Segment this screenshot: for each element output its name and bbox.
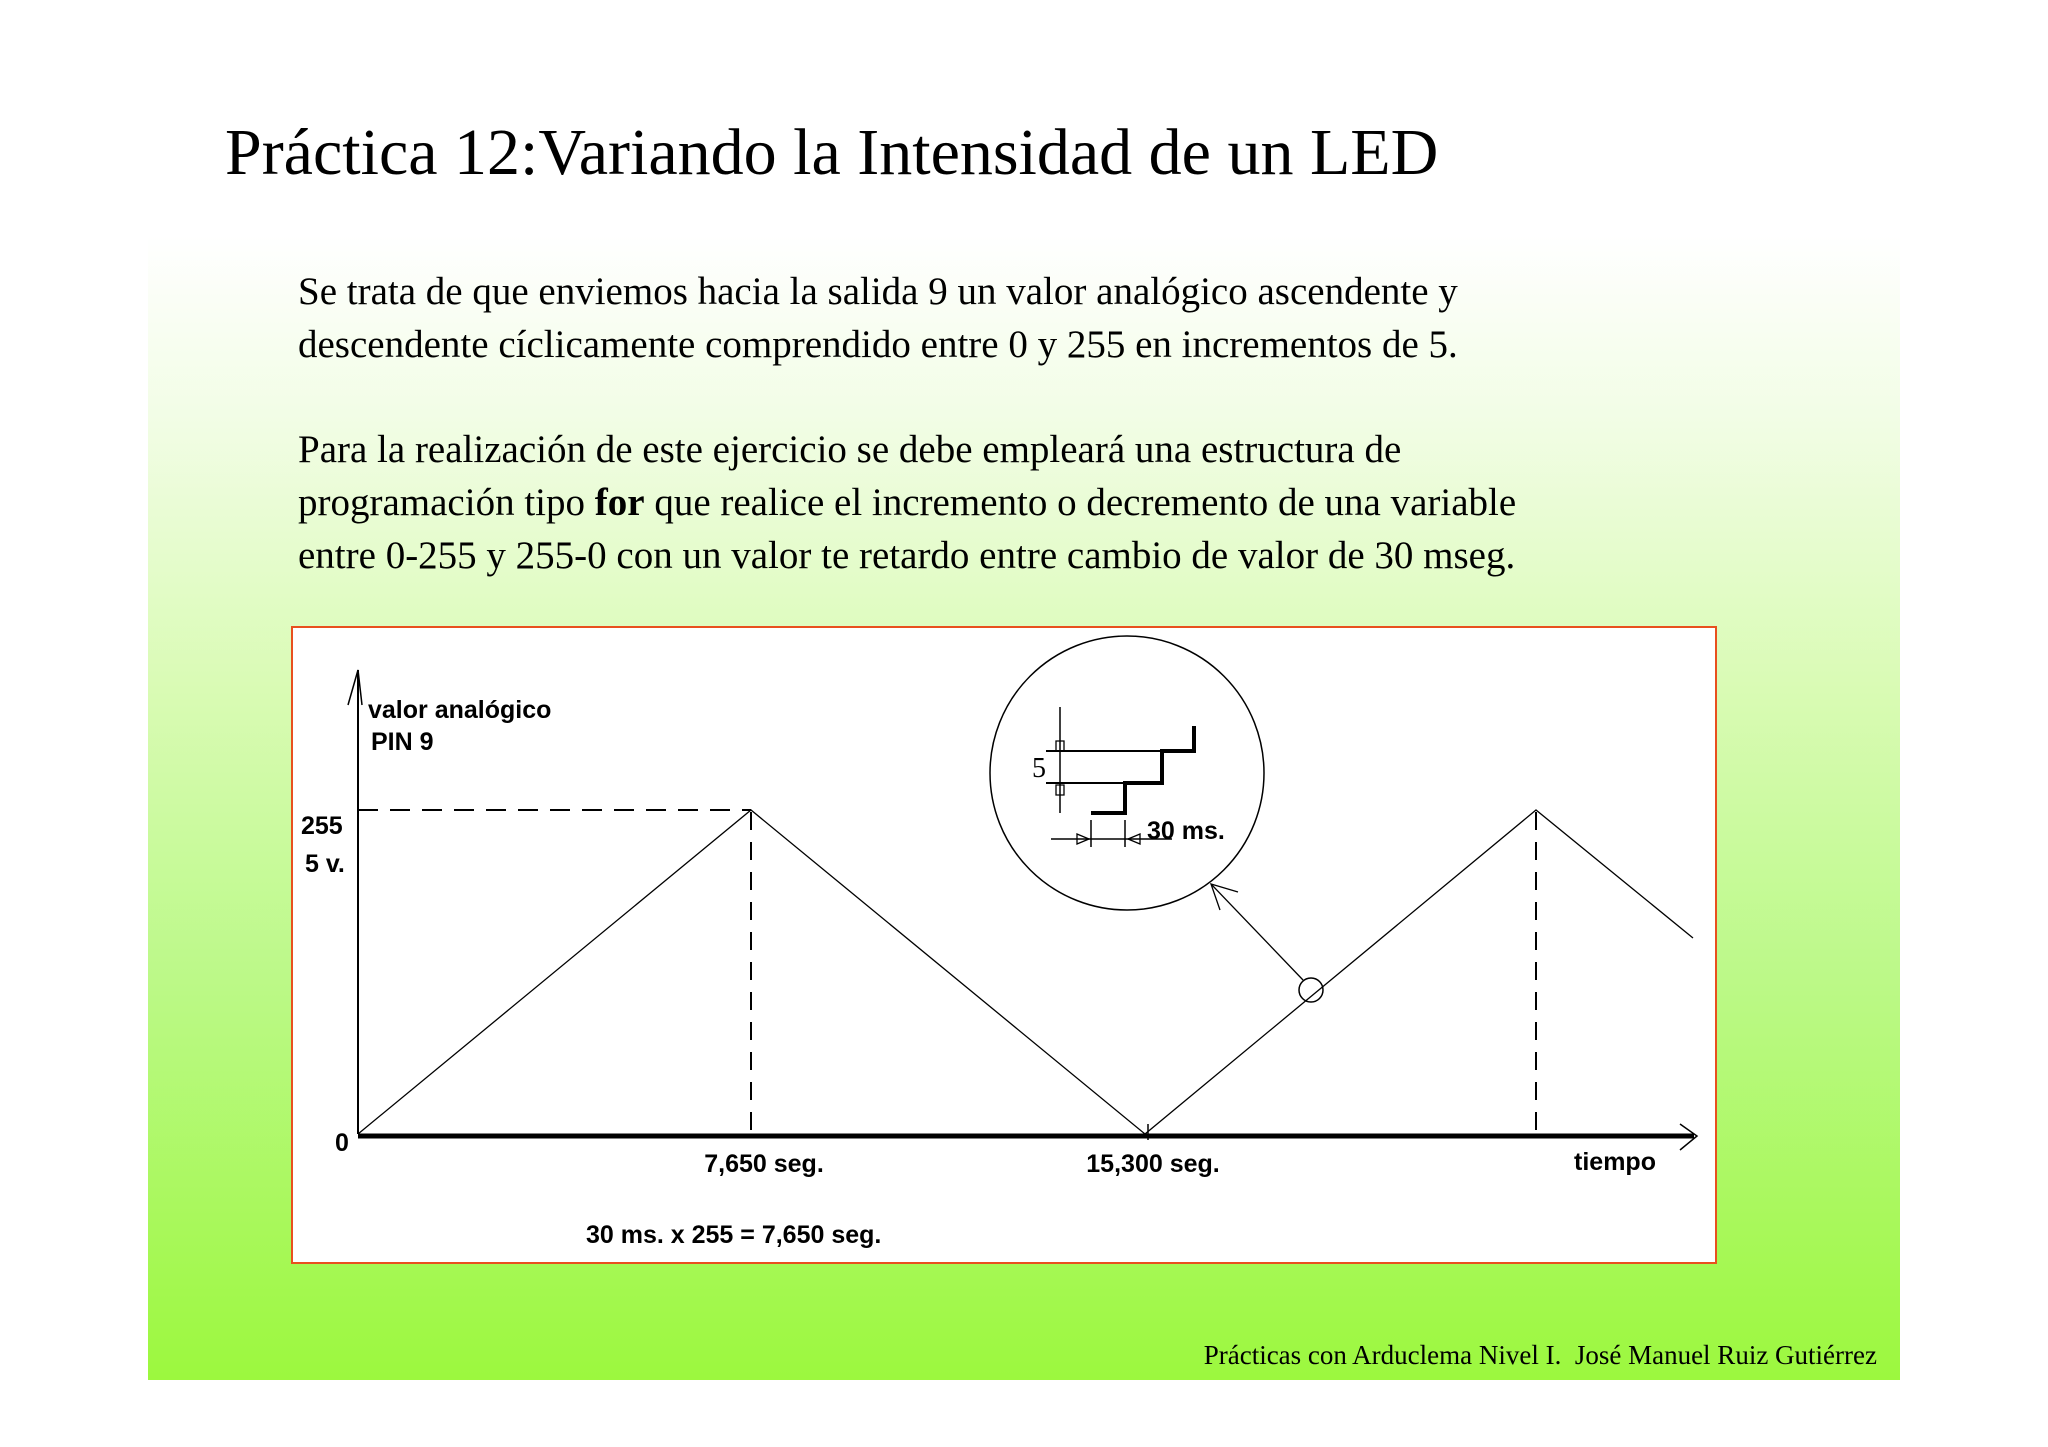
y-axis-label-pin: PIN 9 xyxy=(371,728,434,756)
paragraph-1-line-2: descendente cíclicamente comprendido entre 0 y 255 en incrementos de 5. xyxy=(298,323,1458,366)
inset-dim-arrows-icon xyxy=(1056,741,1140,844)
y-max-label: 255 xyxy=(301,812,343,840)
text: que realice el incremento o decremento de una variable xyxy=(644,481,1517,524)
inset-step-label: 5 xyxy=(1032,753,1046,784)
y-axis-label: valor analógico xyxy=(368,696,552,724)
callout-line xyxy=(1211,884,1303,980)
text: programación tipo xyxy=(298,481,595,524)
paragraph-1-line-1: Se trata de que enviemos hacia la salida 9 un valor analógico ascendente y xyxy=(298,270,1458,313)
inset-staircase xyxy=(1091,726,1194,813)
x-tick-label-1: 7,650 seg. xyxy=(704,1150,824,1178)
y-max-volt-label: 5 v. xyxy=(305,850,345,878)
y-zero-label: 0 xyxy=(335,1129,349,1157)
paragraph-2-line-3: entre 0-255 y 255-0 con un valor te retardo entre cambio de valor de 30 mseg. xyxy=(298,534,1516,577)
x-tick-label-2: 15,300 seg. xyxy=(1086,1150,1220,1178)
formula-label: 30 ms. x 255 = 7,650 seg. xyxy=(586,1221,882,1249)
footer-credit: Prácticas con Arduclema Nivel I. José Manuel Ruiz Gutiérrez xyxy=(1203,1340,1877,1370)
keyword-for: for xyxy=(594,481,645,524)
paragraph-2-line-1: Para la realización de este ejercicio se debe empleará una estructura de xyxy=(298,428,1402,471)
triangle-wave xyxy=(358,810,1693,1134)
inset-time-label: 30 ms. xyxy=(1147,817,1225,845)
x-axis-label: tiempo xyxy=(1574,1148,1656,1176)
slide-title: Práctica 12:Variando la Intensidad de un LED xyxy=(225,116,1439,189)
y-axis-arrow-icon xyxy=(348,670,362,705)
